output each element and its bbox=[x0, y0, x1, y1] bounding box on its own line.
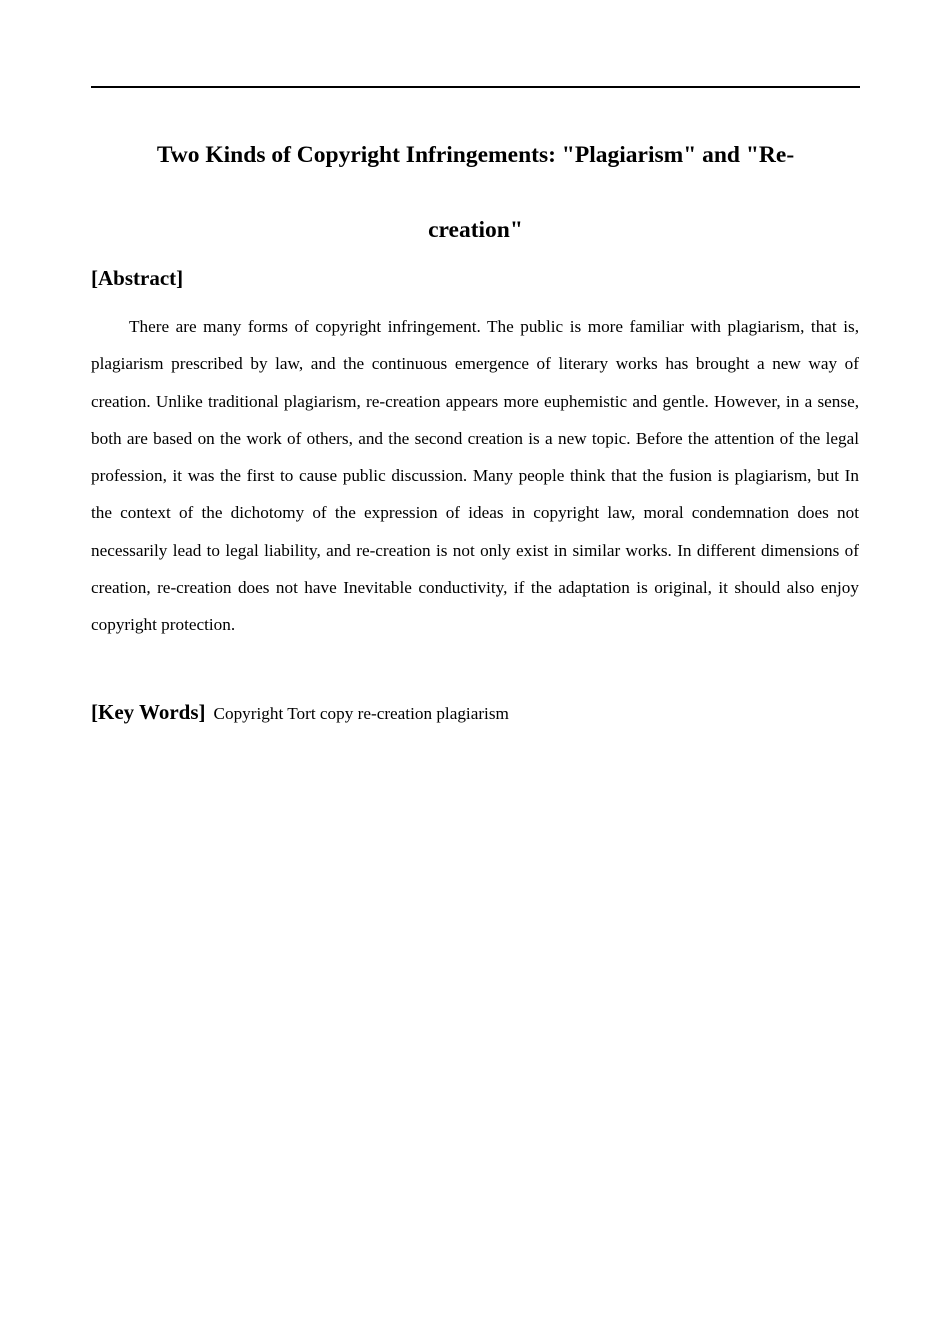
keywords-text: Copyright Tort copy re-creation plagiarism bbox=[213, 704, 509, 723]
header-rule bbox=[91, 86, 860, 88]
abstract-heading: [Abstract] bbox=[91, 266, 184, 290]
paper-title-line-1: Two Kinds of Copyright Infringements: "Plagiarism" and "Re- bbox=[156, 142, 795, 168]
abstract-body: There are many forms of copyright infringement. The public is more familiar with plagiarism, that is, plagiarism prescribed by law, and the continuous emergence of literary works has brought a new way of creation. Unlike traditional plagiarism, re-creation appears more euphemistic and gentle. However, in a sense, both are based on the work of others, and the second creation is a new topic. Before the attention of the legal profession, it was the first to cause public discussion. Many people think that the fusion is plagiarism, but In the context of the dichotomy of the expression of ideas in copyright law, moral condemnation does not necessarily lead to legal liability, and re-creation is not only exist in similar works. In different dimensions of creation, re-creation does not have Inevitable conductivity, if the adaptation is original, it should also enjoy copyright protection. bbox=[91, 317, 859, 635]
paper-title bbox=[91, 118, 860, 268]
keywords-section bbox=[91, 698, 509, 728]
keywords-label: [Key Words] bbox=[91, 700, 206, 724]
paper-title-line-2: creation" bbox=[428, 217, 523, 243]
